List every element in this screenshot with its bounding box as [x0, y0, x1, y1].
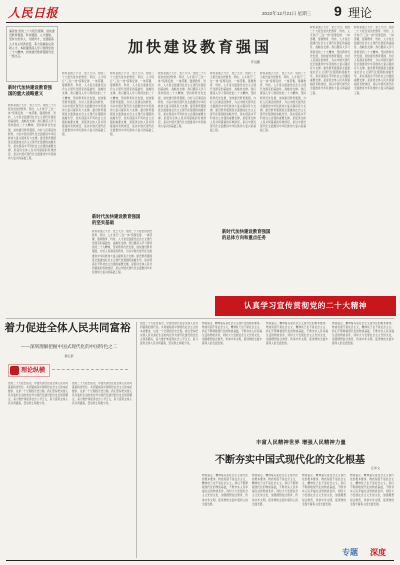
column-badge: 理论纵横 [8, 364, 50, 377]
main-byline: 怀进鹏 [250, 60, 260, 64]
article-column: 物质富足、精神富有是社会主义现代化的根本要求。物质贫困不是社会主义，精神贫乏也不是社会主义。我们不断厚植现代化的物质基础，不断夯实人民幸福生活的物质条件，同时大力发展社会主义先进文化，加强理想信念教育，传承中华文明，促进物的全面丰富和人的全面发展。 [252, 474, 298, 506]
main-headline: 加快建设教育强国 [127, 38, 272, 56]
article-column: 教育是国之大计、党之大计。党的二十大报告首次把教育、科技、人才进行“三位一体”统筹安排、一体部署，强调教育、科技、人才是全面建设社会主义现代化国家的基础性、战略性支撑。我们要深入学习贯彻党的二十大精神，坚持教育优先发展，加快建设教育强国，办好人民满意的教育，为以中国式现代化全面推进中华民族伟大复兴提供有力支撑。建设教育强国是全面建成社会主义现代化强国的战略先导，是实现高水平科技自立自强的重要支撑，是促进全体人民共同富裕的有效途径，是以中国式现代化全面推进中华民族伟大复兴的基础工程。 [210, 72, 256, 133]
lower-left-headline: 着力促进全体人民共同富裕 [4, 322, 131, 334]
lower-right-author: 任仲文 [370, 466, 380, 470]
article-column: 物质富足、精神富有是社会主义现代化的根本要求。物质贫困不是社会主义，精神贫乏也不是社会主义。我们不断厚植现代化的物质基础，不断夯实人民幸福生活的物质条件，同时大力发展社会主义先进文化，加强理想信念教育，传承中华文明，促进物的全面丰富和人的全面发展。 [266, 322, 328, 346]
article-column: 教育是国之大计、党之大计。党的二十大报告首次把教育、科技、人才进行“三位一体”统筹安排、一体部署，强调教育、科技、人才是全面建设社会主义现代化国家的基础性、战略性支撑。我们要深入学习贯彻党的二十大精神，坚持教育优先发展，加快建设教育强国，办好人民满意的教育，为以中国式现代化全面推进中华民族伟大复兴提供有力支撑。建设教育强国是全面建成社会主义现代化强国的战略先导，是实现高水平科技自立自强的重要支撑，是促进全体人民共同富裕的有效途径，是以中国式现代化全面推进中华民族伟大复兴的基础工程。 [110, 72, 154, 137]
issue-date: 2022年12月21日 星期三 [262, 11, 312, 16]
section-subhead-3: 新时代加快建设教育强国的总体方向和重点任务 [222, 230, 271, 241]
newspaper-logo: 人民日报 [8, 6, 59, 20]
footer-stamp: 专题 [342, 548, 358, 557]
article-column: 党的二十大报告指出，中国式现代化是全体人民共同富裕的现代化。共同富裕是中国特色社会主义的本质要求，也是一个长期的历史过程。我们坚持把实现人民对美好生活的向往作为现代化建设的出发点和落脚点，着力维护和促进社会公平正义，着力促进全体人民共同富裕，坚决防止两极分化。 [8, 382, 68, 406]
article-column: 物质富足、精神富有是社会主义现代化的根本要求。物质贫困不是社会主义，精神贫乏也不是社会主义。我们不断厚植现代化的物质基础，不断夯实人民幸福生活的物质条件，同时大力发展社会主义先进文化，加强理想信念教育，传承中华文明，促进物的全面丰富和人的全面发展。 [302, 474, 346, 506]
section-divider [6, 318, 394, 319]
section-name: 理论 [348, 6, 373, 20]
footer-stamp: 深度 [370, 548, 386, 557]
article-column: 教育是国之大计、党之大计。党的二十大报告首次把教育、科技、人才进行“三位一体”统筹安排、一体部署，强调教育、科技、人才是全面建设社会主义现代化国家的基础性、战略性支撑。我们要深入学习贯彻党的二十大精神，坚持教育优先发展，加快建设教育强国，办好人民满意的教育，为以中国式现代化全面推进中华民族伟大复兴提供有力支撑。建设教育强国是全面建成社会主义现代化强国的战略先导，是实现高水平科技自立自强的重要支撑，是促进全体人民共同富裕的有效途径，是以中国式现代化全面推进中华民族伟大复兴的基础工程。 [8, 104, 56, 161]
lower-left-subtitle: ——深刻理解把握中国式现代化的中国特色之二 [20, 345, 118, 350]
section-subhead-1: 新时代加快建设教育强国的重大战略意义 [8, 86, 52, 97]
article-column: 物质富足、精神富有是社会主义现代化的根本要求。物质贫困不是社会主义，精神贫乏也不是社会主义。我们不断厚植现代化的物质基础，不断夯实人民幸福生活的物质条件，同时大力发展社会主义先进文化，加强理想信念教育，传承中华文明，促进物的全面丰富和人的全面发展。 [202, 474, 248, 506]
column-divider [136, 322, 137, 558]
lower-right-kicker: 丰富人民精神世界 增强人民精神力量 [256, 440, 346, 446]
article-column: 物质富足、精神富有是社会主义现代化的根本要求。物质贫困不是社会主义，精神贫乏也不是社会主义。我们不断厚植现代化的物质基础，不断夯实人民幸福生活的物质条件，同时大力发展社会主义先进文化，加强理想信念教育，传承中华文明，促进物的全面丰富和人的全面发展。 [202, 322, 262, 346]
section-subhead-2: 新时代加快建设教育强国的坚实基础 [92, 215, 141, 226]
header-rule [6, 22, 394, 23]
editor-note: 编者按 党的二十大报告强调，加快建设教育强国、科技强国、人才强国，坚持为党育人、为国育才，全面提高人才自主培养质量，着力造就拔尖创新人才。本版围绕深入学习贯彻党的二十大精神、加快建设教育强国刊发一组文章。 [6, 26, 58, 82]
article-column: 教育是国之大计、党之大计。党的二十大报告首次把教育、科技、人才进行“三位一体”统筹安排、一体部署，强调教育、科技、人才是全面建设社会主义现代化国家的基础性、战略性支撑。我们要深入学习贯彻党的二十大精神，坚持教育优先发展，加快建设教育强国，办好人民满意的教育，为以中国式现代化全面推进中华民族伟大复兴提供有力支撑。建设教育强国是全面建成社会主义现代化强国的战略先导，是实现高水平科技自立自强的重要支撑，是促进全体人民共同富裕的有效途径，是以中国式现代化全面推进中华民族伟大复兴的基础工程。 [62, 72, 106, 137]
footer-rule [6, 560, 394, 561]
lower-left-author: 魏礼群 [64, 354, 74, 358]
article-column: 党的二十大报告指出，中国式现代化是全体人民共同富裕的现代化。共同富裕是中国特色社会主义的本质要求，也是一个长期的历史过程。我们坚持把实现人民对美好生活的向往作为现代化建设的出发点和落脚点，着力维护和促进社会公平正义，着力促进全体人民共同富裕，坚决防止两极分化。 [140, 322, 198, 346]
campaign-banner: 认真学习宣传贯彻党的二十大精神 [215, 296, 396, 316]
article-column: 党的二十大报告指出，中国式现代化是全体人民共同富裕的现代化。共同富裕是中国特色社会主义的本质要求，也是一个长期的历史过程。我们坚持把实现人民对美好生活的向往作为现代化建设的出发点和落脚点，着力维护和促进社会公平正义，着力促进全体人民共同富裕，坚决防止两极分化。 [72, 382, 132, 406]
article-column: 物质富足、精神富有是社会主义现代化的根本要求。物质贫困不是社会主义，精神贫乏也不是社会主义。我们不断厚植现代化的物质基础，不断夯实人民幸福生活的物质条件，同时大力发展社会主义先进文化，加强理想信念教育，传承中华文明，促进物的全面丰富和人的全面发展。 [350, 474, 394, 506]
badge-rule [52, 369, 128, 372]
article-column: 教育是国之大计、党之大计。党的二十大报告首次把教育、科技、人才进行“三位一体”统筹安排、一体部署，强调教育、科技、人才是全面建设社会主义现代化国家的基础性、战略性支撑。我们要深入学习贯彻党的二十大精神，坚持教育优先发展，加快建设教育强国，办好人民满意的教育，为以中国式现代化全面推进中华民族伟大复兴提供有力支撑。建设教育强国是全面建成社会主义现代化强国的战略先导，是实现高水平科技自立自强的重要支撑，是促进全体人民共同富裕的有效途径，是以中国式现代化全面推进中华民族伟大复兴的基础工程。 [354, 26, 394, 95]
column-logo-icon [10, 366, 19, 375]
article-column: 教育是国之大计、党之大计。党的二十大报告首次把教育、科技、人才进行“三位一体”统筹安排、一体部署，强调教育、科技、人才是全面建设社会主义现代化国家的基础性、战略性支撑。我们要深入学习贯彻党的二十大精神，坚持教育优先发展，加快建设教育强国，办好人民满意的教育，为以中国式现代化全面推进中华民族伟大复兴提供有力支撑。建设教育强国是全面建成社会主义现代化强国的战略先导，是实现高水平科技自立自强的重要支撑，是促进全体人民共同富裕的有效途径，是以中国式现代化全面推进中华民族伟大复兴的基础工程。 [92, 230, 152, 274]
article-column: 物质富足、精神富有是社会主义现代化的根本要求。物质贫困不是社会主义，精神贫乏也不是社会主义。我们不断厚植现代化的物质基础，不断夯实人民幸福生活的物质条件，同时大力发展社会主义先进文化，加强理想信念教育，传承中华文明，促进物的全面丰富和人的全面发展。 [332, 322, 394, 346]
article-column: 教育是国之大计、党之大计。党的二十大报告首次把教育、科技、人才进行“三位一体”统筹安排、一体部署，强调教育、科技、人才是全面建设社会主义现代化国家的基础性、战略性支撑。我们要深入学习贯彻党的二十大精神，坚持教育优先发展，加快建设教育强国，办好人民满意的教育，为以中国式现代化全面推进中华民族伟大复兴提供有力支撑。建设教育强国是全面建成社会主义现代化强国的战略先导，是实现高水平科技自立自强的重要支撑，是促进全体人民共同富裕的有效途径，是以中国式现代化全面推进中华民族伟大复兴的基础工程。 [158, 72, 206, 129]
page-number: 9 [334, 3, 342, 19]
article-column: 教育是国之大计、党之大计。党的二十大报告首次把教育、科技、人才进行“三位一体”统筹安排、一体部署，强调教育、科技、人才是全面建设社会主义现代化国家的基础性、战略性支撑。我们要深入学习贯彻党的二十大精神，坚持教育优先发展，加快建设教育强国，办好人民满意的教育，为以中国式现代化全面推进中华民族伟大复兴提供有力支撑。建设教育强国是全面建成社会主义现代化强国的战略先导，是实现高水平科技自立自强的重要支撑，是促进全体人民共同富裕的有效途径，是以中国式现代化全面推进中华民族伟大复兴的基础工程。 [310, 26, 350, 95]
article-column: 教育是国之大计、党之大计。党的二十大报告首次把教育、科技、人才进行“三位一体”统筹安排、一体部署，强调教育、科技、人才是全面建设社会主义现代化国家的基础性、战略性支撑。我们要深入学习贯彻党的二十大精神，坚持教育优先发展，加快建设教育强国，办好人民满意的教育，为以中国式现代化全面推进中华民族伟大复兴提供有力支撑。建设教育强国是全面建成社会主义现代化强国的战略先导，是实现高水平科技自立自强的重要支撑，是促进全体人民共同富裕的有效途径，是以中国式现代化全面推进中华民族伟大复兴的基础工程。 [260, 72, 306, 133]
lower-right-headline: 不断夯实中国式现代化的文化根基 [215, 455, 365, 466]
